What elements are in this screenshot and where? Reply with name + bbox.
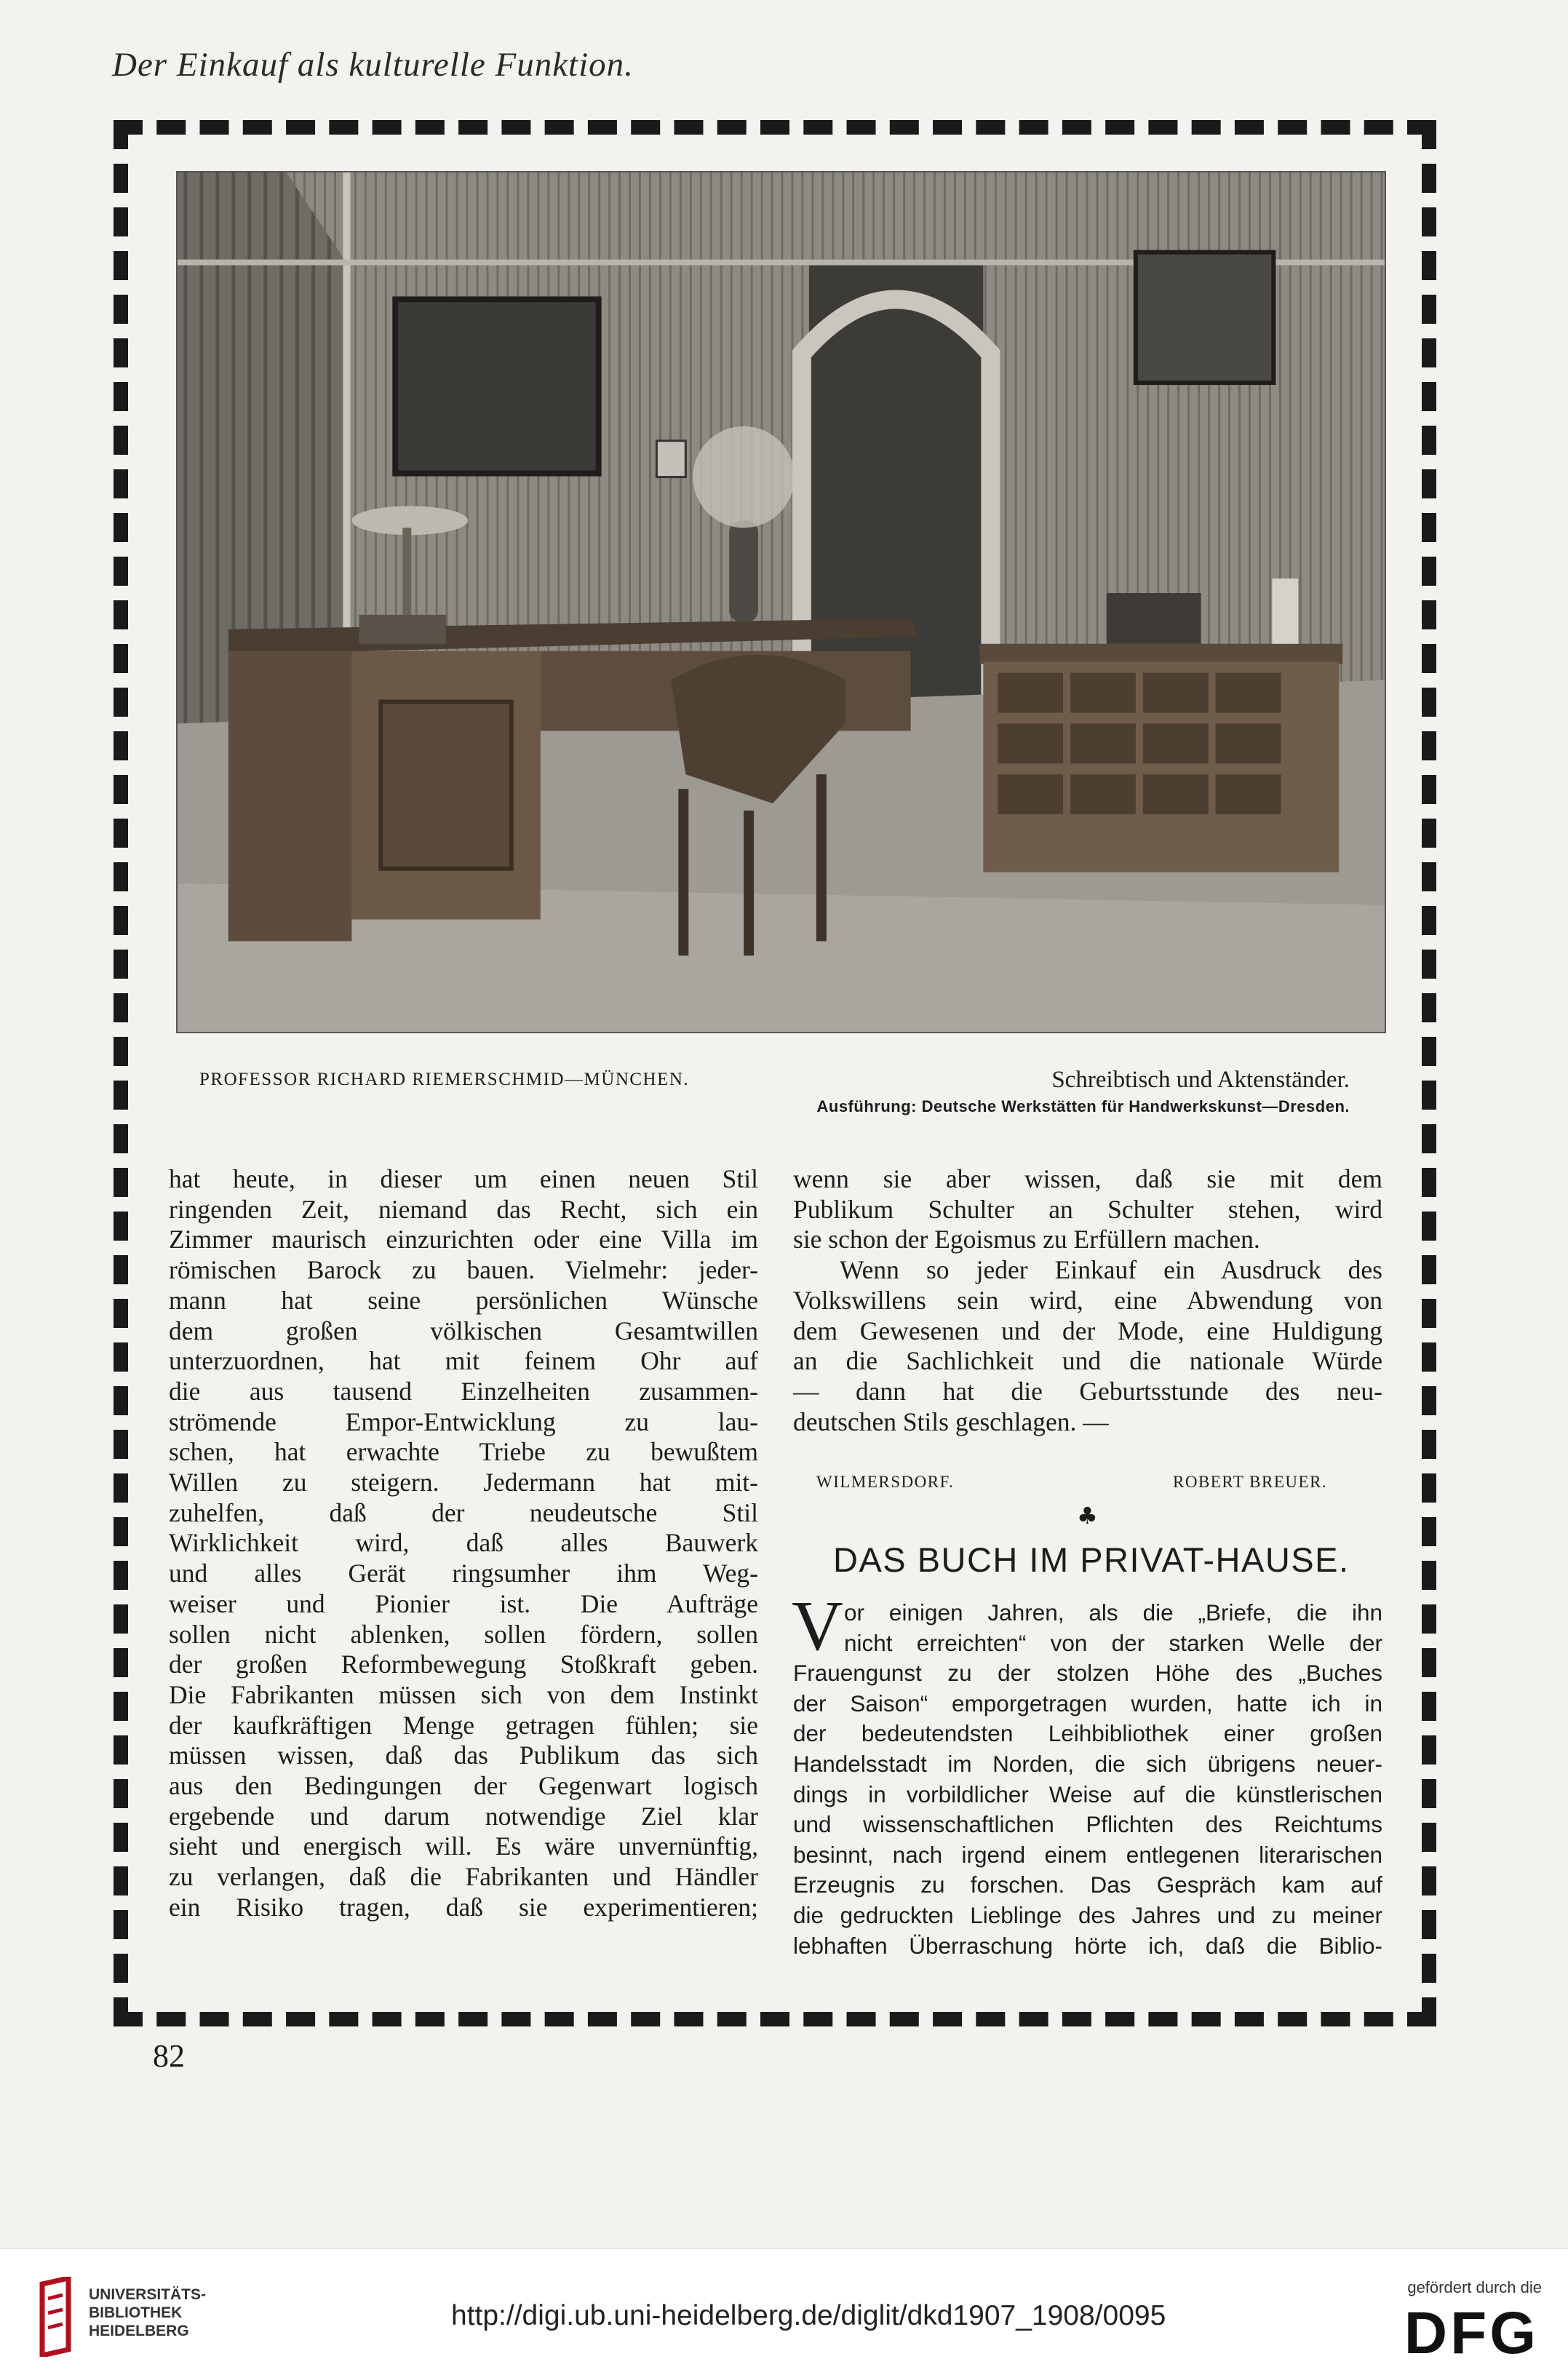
- left-text-column: [169, 1164, 758, 1923]
- dfg-logo: DFG: [1404, 2300, 1539, 2366]
- text-line: Die Fabrikanten müssen sich von dem Instinkt: [169, 1679, 758, 1709]
- text-line: sie schon der Egoismus zu Erfüllern machen.: [793, 1225, 1260, 1254]
- text-line: deutschen Stils geschlagen. —: [793, 1407, 1109, 1436]
- text-line: nicht erreichten“ von der starken Welle der: [844, 1629, 1382, 1656]
- text-line: schen, hat erwachte Triebe zu bewußtem: [169, 1437, 758, 1467]
- text-line: aus den Bedingungen der Gegenwart logisch: [169, 1771, 758, 1801]
- text-line: Wirklichkeit wird, daß alles Bauwerk: [169, 1528, 758, 1558]
- text-line: sollen nicht ablenken, sollen fördern, sollen: [169, 1619, 758, 1649]
- text-line: der großen Reformbewegung Stoßkraft geben.: [169, 1650, 758, 1679]
- text-line: an die Sachlichkeit und die nationale Würde: [793, 1346, 1382, 1376]
- text-line: weiser und Pionier ist. Die Aufträge: [169, 1588, 758, 1618]
- text-line: Zimmer maurisch einzurichten oder eine Villa im: [169, 1225, 758, 1254]
- section-heading: DAS BUCH IM PRIVAT-HAUSE.: [833, 1540, 1350, 1579]
- text-line: mann hat seine persönlichen Wünsche: [169, 1285, 758, 1315]
- caption-execution: Ausführung: Deutsche Werkstätten für Handwerkskunst—Dresden.: [816, 1097, 1350, 1115]
- permalink-url[interactable]: http://digi.ub.uni-heidelberg.de/diglit/dkd1907_1908/0095: [451, 2300, 1166, 2331]
- text-line: und wissenschaftlichen Pflichten des Reichtums: [793, 1811, 1382, 1838]
- text-line: die aus tausend Einzelheiten zusammen-: [169, 1376, 758, 1406]
- text-line: dem Gewesenen und der Mode, eine Huldigung: [793, 1316, 1382, 1345]
- library-name-line: UNIVERSITÄTS-: [89, 2286, 207, 2303]
- running-title: Der Einkauf als kulturelle Funktion.: [112, 46, 634, 84]
- text-line: die gedruckten Lieblinge des Jahres und zu meiner: [793, 1901, 1382, 1928]
- library-name-line: HEIDELBERG: [89, 2323, 189, 2339]
- text-line: dem großen völkischen Gesamtwillen: [169, 1316, 758, 1345]
- text-line: lebhaften Überraschung hörte ich, daß die Biblio-: [793, 1932, 1382, 1959]
- text-line: Frauengunst zu der stolzen Höhe des „Buches: [793, 1660, 1382, 1687]
- funded-by-label: gefördert durch die: [1407, 2278, 1542, 2296]
- university-library-logo-icon: [36, 2277, 74, 2357]
- desk-room-illustration: [178, 172, 1385, 1032]
- text-line: hat heute, in dieser um einen neuen Stil: [169, 1164, 758, 1193]
- text-line: und alles Gerät ringsumher ihm Weg-: [169, 1559, 758, 1588]
- text-line: Erzeugnis zu forschen. Das Gespräch kam auf: [793, 1871, 1382, 1898]
- text-line: zuhelfen, daß der neudeutsche Stil: [169, 1497, 758, 1527]
- text-line: ringenden Zeit, niemand das Recht, sich ein: [169, 1194, 758, 1224]
- text-line: zu verlangen, daß die Fabrikanten und Händler: [169, 1862, 758, 1892]
- text-line: Handelsstadt im Norden, die sich übrigens neuer-: [793, 1750, 1382, 1777]
- signature-author: ROBERT BREUER.: [1173, 1473, 1328, 1491]
- text-line: unterzuordnen, hat mit feinem Ohr auf: [169, 1346, 758, 1376]
- text-line: Publikum Schulter an Schulter stehen, wird: [793, 1194, 1382, 1224]
- drop-capital: V: [792, 1587, 843, 1666]
- right-text-column: [793, 1164, 1382, 1437]
- text-line: der bedeutendsten Leihbibliothek einer großen: [793, 1720, 1382, 1747]
- text-line: besinnt, nach irgend einem entlegenen literarischen: [793, 1841, 1382, 1868]
- fleuron-ornament: ♣: [1077, 1502, 1098, 1529]
- page-number: 82: [153, 2038, 185, 2074]
- text-line: Wenn so jeder Einkauf ein Ausdruck des: [840, 1255, 1382, 1285]
- text-line: sieht und energisch will. Es wäre unvernünftig,: [169, 1831, 758, 1861]
- text-line: wenn sie aber wissen, daß sie mit dem: [793, 1164, 1382, 1193]
- digitization-footer: [0, 2248, 1568, 2375]
- text-line: — dann hat die Geburtsstunde des neu-: [793, 1376, 1382, 1406]
- interior-photograph: [176, 171, 1386, 1033]
- article-text-column: [793, 1598, 1382, 1961]
- signature-place: WILMERSDORF.: [816, 1473, 955, 1491]
- caption-title: Schreibtisch und Aktenständer.: [1051, 1067, 1350, 1093]
- text-line: dings in vorbildlicher Weise auf die künstlerischen: [793, 1781, 1382, 1807]
- text-line: or einigen Jahren, als die „Briefe, die ihn: [844, 1599, 1382, 1626]
- text-line: Willen zu steigern. Jedermann hat mit-: [169, 1468, 758, 1497]
- caption-artist: PROFESSOR RICHARD RIEMERSCHMID—MÜNCHEN.: [199, 1070, 690, 1089]
- text-line: Volkswillens sein wird, eine Abwendung von: [793, 1285, 1382, 1315]
- text-line: ergebende und darum notwendige Ziel klar: [169, 1801, 758, 1831]
- text-line: der kaufkräftigen Menge getragen fühlen; sie: [169, 1710, 758, 1740]
- text-line: müssen wissen, daß das Publikum das sich: [169, 1741, 758, 1770]
- text-line: ein Risiko tragen, daß sie experimentieren;: [169, 1892, 758, 1922]
- text-line: römischen Barock zu bauen. Vielmehr: jeder-: [169, 1255, 758, 1285]
- library-name-line: BIBLIOTHEK: [89, 2304, 183, 2321]
- university-library-name: [89, 2286, 206, 2340]
- text-line: der Saison“ emporgetragen wurden, hatte ich in: [793, 1690, 1382, 1716]
- text-line: strömende Empor-Entwicklung zu lau-: [169, 1407, 758, 1436]
